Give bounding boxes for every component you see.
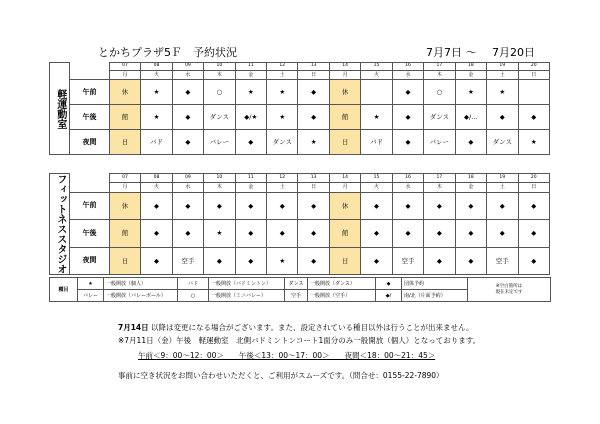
schedule-cell: ◆ — [298, 105, 329, 130]
schedule-cell: ◆ — [267, 192, 298, 219]
schedule-cell: ○ — [424, 80, 455, 105]
day-number: 13 — [298, 174, 329, 183]
schedule-cell: ◆ — [392, 192, 423, 219]
schedule-cell: ダンス — [424, 105, 455, 130]
schedule-cell: 館 — [329, 105, 360, 130]
legend-label: 種目 — [50, 278, 78, 302]
weekday: 水 — [392, 71, 423, 80]
schedule-cell: ★ — [487, 80, 518, 105]
schedule-cell: ◆ — [235, 247, 266, 274]
schedule-cell: ◆ — [424, 247, 455, 274]
schedule-cell: バレー — [424, 130, 455, 155]
day-number: 20 — [518, 174, 549, 183]
notice-text: 以降は変更になる場合がございます。また、設定されている種目以外は行うことが出来ません。 — [151, 323, 474, 332]
schedule-cell: ダンス — [204, 105, 235, 130]
notice-line-1 — [118, 322, 473, 333]
schedule-cell: ◆ — [141, 220, 172, 247]
schedule-cell: ◆ — [518, 247, 549, 274]
weekday: 水 — [172, 71, 203, 80]
schedule-cell: ★ — [361, 105, 392, 130]
weekday: 土 — [267, 182, 298, 192]
day-number: 12 — [267, 63, 298, 71]
schedule-cell: ★ — [298, 130, 329, 155]
day-number: 15 — [361, 174, 392, 183]
schedule-cell: ダンス — [267, 130, 298, 155]
schedule-cell: 館 — [109, 105, 140, 130]
header-spacer — [70, 174, 110, 183]
schedule-cell: ◆ — [172, 130, 203, 155]
day-number: 08 — [141, 174, 172, 183]
schedule-cell: ★ — [267, 105, 298, 130]
day-number: 18 — [455, 174, 486, 183]
day-number: 18 — [455, 63, 486, 71]
weekday: 火 — [141, 182, 172, 192]
day-number: 12 — [267, 174, 298, 183]
date-start: 7月7日 — [426, 46, 462, 59]
day-number: 07 — [109, 63, 140, 71]
page-title: とかちプラザ5Ｆ 予約状況 — [98, 46, 237, 59]
day-number: 16 — [392, 63, 423, 71]
schedule-cell: ◆ — [298, 80, 329, 105]
legend-symbol-star: ★ — [78, 278, 104, 290]
weekday: 火 — [141, 71, 172, 80]
legend-text: 一般開放（バドミントン） — [209, 278, 285, 290]
schedule-cell: 休 — [329, 192, 360, 219]
schedule-cell: ◆ — [455, 130, 486, 155]
schedule-cell: ◆ — [298, 192, 329, 219]
schedule-cell: ○ — [204, 80, 235, 105]
legend-symbol-karate: 空手 — [285, 290, 308, 302]
schedule-cell: ◆ — [518, 220, 549, 247]
schedule-cell: ◆ — [267, 220, 298, 247]
weekday: 火 — [361, 71, 392, 80]
schedule-cell: ★ — [518, 130, 549, 155]
row-label-pm: 午後 — [70, 220, 110, 247]
weekday: 土 — [267, 71, 298, 80]
day-number: 07 — [109, 174, 140, 183]
legend-symbol-circle: ○ — [178, 290, 209, 302]
legend-text: 一般開放（ミニバレー） — [209, 290, 285, 302]
schedule-cell: ◆ — [424, 192, 455, 219]
notice-line-2: ※7月11日（金）午後 軽運動室 北側バドミントンコート1面分のみ一般開放（個人）となっております。 — [118, 336, 481, 345]
day-number: 14 — [329, 63, 360, 71]
schedule-cell: ◆ — [455, 220, 486, 247]
weekday: 木 — [424, 71, 455, 80]
facility-name: 軽運動室 — [50, 63, 70, 155]
legend-table — [49, 277, 551, 302]
schedule-cell: ★ — [204, 220, 235, 247]
schedule-cell: ◆ — [361, 192, 392, 219]
header-spacer — [70, 182, 110, 192]
legend-text: 南/北（片面予約） — [402, 290, 468, 302]
weekday: 月 — [329, 182, 360, 192]
schedule-cell: 日 — [109, 130, 140, 155]
legend-text: 団体予約 — [402, 278, 468, 290]
weekday: 金 — [235, 182, 266, 192]
day-number: 10 — [204, 174, 235, 183]
schedule-cell: ◆/★ — [235, 105, 266, 130]
schedule-table-fitness-studio — [49, 173, 550, 275]
schedule-cell: ★ — [235, 80, 266, 105]
weekday: 金 — [455, 71, 486, 80]
weekday: 日 — [298, 71, 329, 80]
facility-name: フィットネススタジオ — [50, 174, 70, 275]
day-number: 14 — [329, 174, 360, 183]
schedule-cell: ◆ — [487, 105, 518, 130]
day-number: 13 — [298, 63, 329, 71]
schedule-cell: ★ — [141, 105, 172, 130]
legend-symbol-bad: バド — [178, 278, 209, 290]
schedule-cell: ◆ — [455, 247, 486, 274]
weekday: 木 — [424, 182, 455, 192]
schedule-cell: ◆ — [361, 220, 392, 247]
weekday: 月 — [109, 71, 140, 80]
schedule-cell: 日 — [329, 247, 360, 274]
day-number: 19 — [487, 63, 518, 71]
weekday: 火 — [361, 182, 392, 192]
legend-text: 一般開放（空手） — [308, 290, 376, 302]
row-label-night: 夜間 — [70, 130, 110, 155]
day-number: 16 — [392, 174, 423, 183]
weekday: 月 — [329, 71, 360, 80]
weekday: 水 — [172, 182, 203, 192]
schedule-cell — [361, 80, 392, 105]
schedule-cell: ◆ — [455, 192, 486, 219]
schedule-cell: 日 — [329, 130, 360, 155]
hours-line: 午前＜9：00～12：00＞ 午後＜13：00～17：00＞ 夜間＜18：00～21：45＞ — [138, 351, 436, 360]
weekday: 木 — [204, 182, 235, 192]
schedule-cell: ◆ — [392, 130, 423, 155]
schedule-cell: 空手 — [172, 247, 203, 274]
day-number: 08 — [141, 63, 172, 71]
row-label-pm: 午後 — [70, 105, 110, 130]
schedule-cell: バド — [361, 130, 392, 155]
day-number: 19 — [487, 174, 518, 183]
day-number: 15 — [361, 63, 392, 71]
schedule-cell: ダンス — [487, 130, 518, 155]
schedule-cell: ◆ — [172, 105, 203, 130]
schedule-cell: ◆ — [141, 247, 172, 274]
weekday: 土 — [487, 182, 518, 192]
schedule-cell: 休 — [109, 80, 140, 105]
schedule-cell: ◆ — [298, 220, 329, 247]
schedule-cell: ★ — [267, 80, 298, 105]
schedule-cell: ◆ — [298, 247, 329, 274]
day-number: 09 — [172, 63, 203, 71]
schedule-cell: ◆ — [392, 220, 423, 247]
weekday: 日 — [298, 182, 329, 192]
day-number: 17 — [424, 174, 455, 183]
legend-note — [468, 278, 551, 302]
schedule-table-light-exercise — [49, 62, 550, 155]
header-spacer — [70, 63, 110, 71]
schedule-cell: バド — [141, 130, 172, 155]
schedule-cell: 空手 — [392, 247, 423, 274]
legend-symbol-volley: バレー — [78, 290, 104, 302]
schedule-cell: ◆/… — [455, 105, 486, 130]
schedule-cell: ◆ — [424, 220, 455, 247]
weekday: 土 — [487, 71, 518, 80]
schedule-cell: ★ — [455, 80, 486, 105]
schedule-cell: ◆ — [518, 192, 549, 219]
legend-note-line1: ※空白箇所は — [495, 283, 523, 289]
schedule-cell: 空手 — [487, 247, 518, 274]
row-label-am: 午前 — [70, 80, 110, 105]
header-spacer — [70, 71, 110, 80]
notice-date: 7月14日 — [118, 323, 149, 332]
schedule-cell: ◆ — [518, 105, 549, 130]
schedule-cell: 休 — [329, 80, 360, 105]
schedule-cell: ◆ — [235, 130, 266, 155]
schedule-cell: ◆ — [172, 80, 203, 105]
legend-symbol-half: ◆/ — [376, 290, 402, 302]
schedule-cell: ◆ — [172, 192, 203, 219]
legend-note-line2: 現在未定です — [495, 289, 523, 295]
weekday: 日 — [518, 71, 549, 80]
date-end: 7月20日 — [492, 46, 535, 59]
weekday: 水 — [392, 182, 423, 192]
day-number: 17 — [424, 63, 455, 71]
day-number: 20 — [518, 63, 549, 71]
day-number: 11 — [235, 63, 266, 71]
day-number: 10 — [204, 63, 235, 71]
schedule-cell: ◆ — [487, 220, 518, 247]
schedule-cell: ◆ — [392, 105, 423, 130]
schedule-cell: ◆ — [487, 192, 518, 219]
schedule-cell: 館 — [329, 220, 360, 247]
schedule-cell: ◆ — [392, 80, 423, 105]
schedule-cell — [518, 80, 549, 105]
schedule-cell: 館 — [109, 220, 140, 247]
schedule-cell: ★ — [267, 247, 298, 274]
contact-line: 事前に空き状況をお問い合わせいただくと、ご利用がスムーズです。（問合せ：0155-22-7890） — [118, 371, 444, 380]
schedule-cell: ★ — [141, 80, 172, 105]
weekday: 金 — [455, 182, 486, 192]
legend-text: 一般開放（バレーボール） — [104, 290, 178, 302]
schedule-cell: ◆ — [361, 247, 392, 274]
day-number: 11 — [235, 174, 266, 183]
date-tilde: ～ — [466, 46, 477, 59]
schedule-cell: ◆ — [204, 192, 235, 219]
schedule-cell: 日 — [109, 247, 140, 274]
schedule-cell: ◆ — [235, 192, 266, 219]
row-label-am: 午前 — [70, 192, 110, 219]
day-number: 09 — [172, 174, 203, 183]
schedule-cell: バレー — [204, 130, 235, 155]
weekday: 日 — [518, 182, 549, 192]
weekday: 月 — [109, 182, 140, 192]
weekday: 金 — [235, 71, 266, 80]
schedule-cell: ◆ — [141, 192, 172, 219]
schedule-cell: ◆ — [235, 220, 266, 247]
legend-symbol-dance: ダンス — [285, 278, 308, 290]
weekday: 木 — [204, 71, 235, 80]
legend-text: 一般開放（ダンス） — [308, 278, 376, 290]
schedule-cell: 休 — [109, 192, 140, 219]
row-label-night: 夜間 — [70, 247, 110, 274]
legend-symbol-diamond: ◆ — [376, 278, 402, 290]
schedule-cell: ◆ — [204, 247, 235, 274]
legend-text: 一般開放（個人） — [104, 278, 178, 290]
schedule-cell: ◆ — [172, 220, 203, 247]
